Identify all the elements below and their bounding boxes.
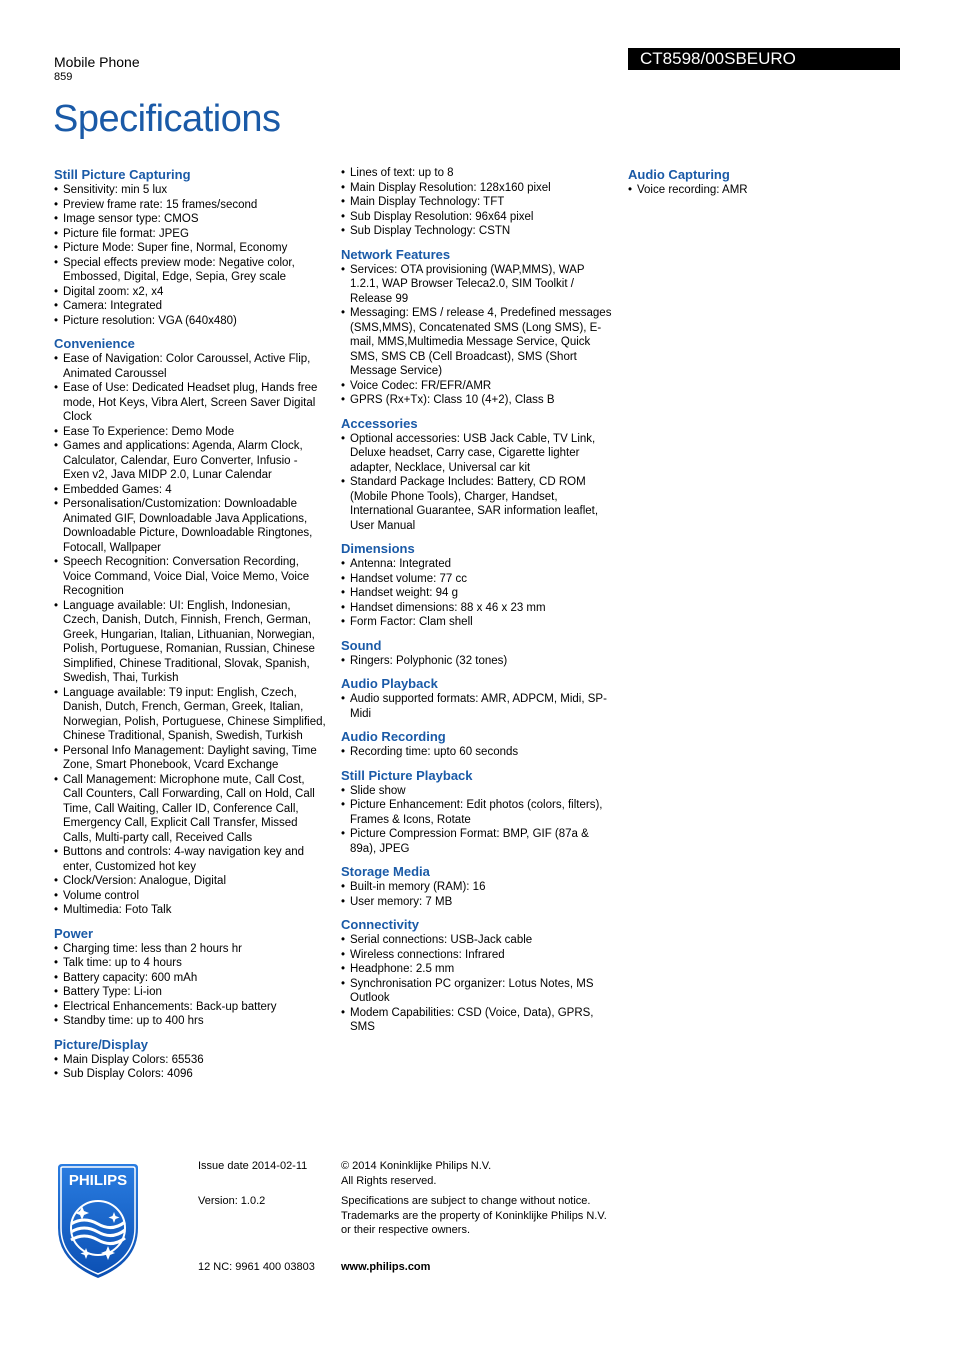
spec-item: • Main Display Technology: TFT — [341, 195, 613, 210]
version: Version: 1.0.2 — [198, 1195, 266, 1207]
spec-section — [341, 767, 613, 857]
spec-item: • Modem Capabilities: CSD (Voice, Data), GPRS, SMS — [341, 1006, 613, 1035]
spec-item: • Audio supported formats: AMR, ADPCM, Midi, SP-Midi — [341, 692, 613, 721]
spec-item: • Personal Info Management: Daylight saving, Time Zone, Smart Phonebook, Vcard Exchange — [54, 744, 326, 773]
spec-item: • Form Factor: Clam shell — [341, 615, 613, 630]
copyright — [341, 1159, 621, 1188]
spec-item: • Talk time: up to 4 hours — [54, 956, 326, 971]
spec-item: • Lines of text: up to 8 — [341, 166, 613, 181]
spec-column-3 — [628, 166, 900, 205]
spec-item: • Personalisation/Customization: Downloadable Animated GIF, Downloadable Java Applications, Downloadable Picture, Downloadable Ringtones, Fotocall, Wallpaper — [54, 497, 326, 555]
spec-list — [54, 183, 326, 328]
spec-section — [341, 637, 613, 669]
spec-item: • Handset volume: 77 cc — [341, 572, 613, 587]
spec-item: • Picture Compression Format: BMP, GIF (87a & 89a), JPEG — [341, 827, 613, 856]
spec-column-1 — [54, 166, 326, 1089]
spec-list — [341, 745, 613, 760]
spec-section-title: Audio Capturing — [628, 167, 730, 182]
spec-item: • Language available: UI: English, Indonesian, Czech, Danish, Dutch, Finnish, French, German, Greek, Hungarian, Italian, Lithuanian, Norwegian, Polish, Portuguese, Romanian, Russian, Chinese Simplified, Chinese Traditional, Slovak, Spanish, Swedish, Thai, Turkish — [54, 599, 326, 686]
spec-item: • Slide show — [341, 784, 613, 799]
spec-item: • Ringers: Polyphonic (32 tones) — [341, 654, 613, 669]
spec-item: • Sub Display Resolution: 96x64 pixel — [341, 210, 613, 225]
spec-item: • Preview frame rate: 15 frames/second — [54, 198, 326, 213]
spec-item: • Ease of Navigation: Color Caroussel, Active Flip, Animated Caroussel — [54, 352, 326, 381]
philips-shield-logo — [54, 1162, 142, 1280]
spec-list — [341, 263, 613, 408]
spec-item: • Sub Display Technology: CSTN — [341, 224, 613, 239]
svg-text:PHILIPS: PHILIPS — [68, 1172, 128, 1189]
spec-section-title: Connectivity — [341, 917, 420, 932]
spec-list — [341, 557, 613, 630]
spec-item: • Wireless connections: Infrared — [341, 948, 613, 963]
spec-item: • Standard Package Includes: Battery, CD ROM (Mobile Phone Tools), Charger, Handset, International Guarantee, SAR information leaflet, User Manual — [341, 475, 613, 533]
spec-item: • Handset dimensions: 88 x 46 x 23 mm — [341, 601, 613, 616]
disclaimer-line-2: Trademarks are the property of Koninklijke Philips N.V. — [341, 1209, 607, 1222]
spec-list — [341, 166, 613, 239]
spec-section — [341, 675, 613, 721]
spec-section-title: Accessories — [341, 415, 418, 431]
spec-item: • Games and applications: Agenda, Alarm Clock, Calculator, Calendar, Euro Converter, Infusio - Exen v2, Java MIDP 2.0, Lunar Calendar — [54, 439, 326, 483]
spec-item: • Picture Mode: Super fine, Normal, Economy — [54, 241, 326, 256]
spec-section-title: Sound — [341, 637, 382, 653]
spec-list — [341, 784, 613, 857]
spec-item: • Sub Display Colors: 4096 — [54, 1067, 326, 1082]
spec-item: • Picture Enhancement: Edit photos (colors, filters), Frames & Icons, Rotate — [341, 798, 613, 827]
spec-item: • Main Display Colors: 65536 — [54, 1053, 326, 1068]
spec-item: • Speech Recognition: Conversation Recording, Voice Command, Voice Dial, Voice Memo, Voice Recognition — [54, 555, 326, 599]
spec-section-title: Convenience — [54, 336, 135, 351]
spec-item: • GPRS (Rx+Tx): Class 10 (4+2), Class B — [341, 393, 613, 408]
spec-section — [54, 166, 326, 328]
spec-section — [341, 916, 613, 1035]
spec-item: • Messaging: EMS / release 4, Predefined messages (SMS,MMS), Concatenated SMS (Long SMS), E-mail, MMS,Multimedia Message Service, Quick SMS, SMS CB (Cell Broadcast), SMS (Short Message Service) — [341, 306, 613, 379]
spec-item: • Optional accessories: USB Jack Cable, TV Link, Deluxe headset, Carry case, Cigarette lighter adapter, Necklace, Universal car kit — [341, 432, 613, 476]
spec-section — [54, 925, 326, 1029]
spec-item: • Buttons and controls: 4-way navigation key and enter, Customized hot key — [54, 845, 326, 874]
spec-item: • Antenna: Integrated — [341, 557, 613, 572]
spec-item: • Handset weight: 94 g — [341, 586, 613, 601]
spec-item: • Voice Codec: FR/EFR/AMR — [341, 379, 613, 394]
website-link[interactable]: www.philips.com — [341, 1261, 431, 1273]
spec-item: • User memory: 7 MB — [341, 895, 613, 910]
spec-item: • Clock/Version: Analogue, Digital — [54, 874, 326, 889]
copyright-line-1: © 2014 Koninklijke Philips N.V. — [341, 1160, 492, 1172]
spec-section-title: Still Picture Playback — [341, 767, 473, 783]
spec-section — [54, 335, 326, 918]
nc-number: 12 NC: 9961 400 03803 — [198, 1261, 315, 1273]
spec-list — [341, 654, 613, 669]
spec-item: • Language available: T9 input: English, Czech, Danish, Dutch, French, German, Greek, Italian, Norwegian, Polish, Portuguese, Chinese Simplified, Chinese Traditional, Spanish, Swedish, Turkish — [54, 686, 326, 744]
spec-item: • Battery Type: Li-ion — [54, 985, 326, 1000]
spec-item: • Multimedia: Foto Talk — [54, 903, 326, 918]
spec-section-title: Picture/Display — [54, 1036, 148, 1052]
spec-item: • Charging time: less than 2 hours hr — [54, 942, 326, 957]
spec-section — [341, 863, 613, 909]
spec-item: • Volume control — [54, 889, 326, 904]
disclaimer-line-1: Specifications are subject to change without notice. — [341, 1195, 591, 1207]
spec-item: • Picture resolution: VGA (640x480) — [54, 314, 326, 329]
spec-list — [341, 933, 613, 1035]
spec-item: • Headphone: 2.5 mm — [341, 962, 613, 977]
spec-item: • Camera: Integrated — [54, 299, 326, 314]
spec-item: • Recording time: upto 60 seconds — [341, 745, 613, 760]
spec-section-title: Audio Playback — [341, 676, 438, 691]
spec-column-2 — [341, 166, 613, 1042]
spec-item: • Voice recording: AMR — [628, 183, 900, 198]
copyright-line-2: All Rights reserved. — [341, 1174, 437, 1187]
spec-item: • Main Display Resolution: 128x160 pixel — [341, 181, 613, 196]
spec-section-title: Network Features — [341, 246, 451, 262]
spec-list — [628, 183, 900, 198]
spec-item: • Embedded Games: 4 — [54, 483, 326, 498]
spec-section — [341, 728, 613, 760]
spec-section — [341, 246, 613, 408]
spec-list — [54, 1053, 326, 1082]
spec-list — [341, 692, 613, 721]
spec-section — [54, 1036, 326, 1082]
model-number-bar: CT8598/00SBEURO — [628, 48, 900, 70]
spec-section — [341, 415, 613, 534]
spec-section-title: Audio Recording — [341, 729, 446, 744]
spec-item: • Sensitivity: min 5 lux — [54, 183, 326, 198]
spec-item: • Special effects preview mode: Negative color, Embossed, Digital, Edge, Sepia, Grey scale — [54, 256, 326, 285]
spec-list — [54, 942, 326, 1029]
spec-item: • Ease To Experience: Demo Mode — [54, 425, 326, 440]
page-title: Specifications — [53, 98, 281, 140]
spec-item: • Services: OTA provisioning (WAP,MMS), WAP 1.2.1, WAP Browser Teleca2.0, SIM Toolkit / Release 99 — [341, 263, 613, 307]
disclaimer — [341, 1194, 621, 1238]
spec-list — [54, 352, 326, 918]
spec-item: • Battery capacity: 600 mAh — [54, 971, 326, 986]
spec-item: • Built-in memory (RAM): 16 — [341, 880, 613, 895]
issue-date: Issue date 2014-02-11 — [198, 1160, 308, 1172]
spec-list — [341, 432, 613, 534]
spec-section — [341, 540, 613, 630]
spec-item: • Image sensor type: CMOS — [54, 212, 326, 227]
spec-item: • Standby time: up to 400 hrs — [54, 1014, 326, 1029]
product-code: 859 — [54, 71, 73, 83]
spec-item: • Picture file format: JPEG — [54, 227, 326, 242]
disclaimer-line-3: or their respective owners. — [341, 1224, 470, 1236]
spec-item: • Call Management: Microphone mute, Call Cost, Call Counters, Call Forwarding, Call on Hold, Call Time, Call Waiting, Caller ID, Conference Call, Emergency Call, Explicit Call Transfer, Missed Calls, Multi-party call, Received Calls — [54, 773, 326, 846]
spec-section — [628, 166, 900, 198]
spec-section-title: Storage Media — [341, 864, 430, 879]
spec-section-title: Still Picture Capturing — [54, 167, 191, 182]
spec-item: • Digital zoom: x2, x4 — [54, 285, 326, 300]
spec-item: • Synchronisation PC organizer: Lotus Notes, MS Outlook — [341, 977, 613, 1006]
product-category: Mobile Phone — [54, 54, 140, 70]
spec-section-title: Dimensions — [341, 541, 415, 556]
spec-item: • Ease of Use: Dedicated Headset plug, Hands free mode, Hot Keys, Vibra Alert, Screen Saver Digital Clock — [54, 381, 326, 425]
spec-section — [341, 166, 613, 239]
spec-item: • Serial connections: USB-Jack cable — [341, 933, 613, 948]
spec-section-title: Power — [54, 925, 94, 941]
spec-list — [341, 880, 613, 909]
spec-item: • Electrical Enhancements: Back-up battery — [54, 1000, 326, 1015]
